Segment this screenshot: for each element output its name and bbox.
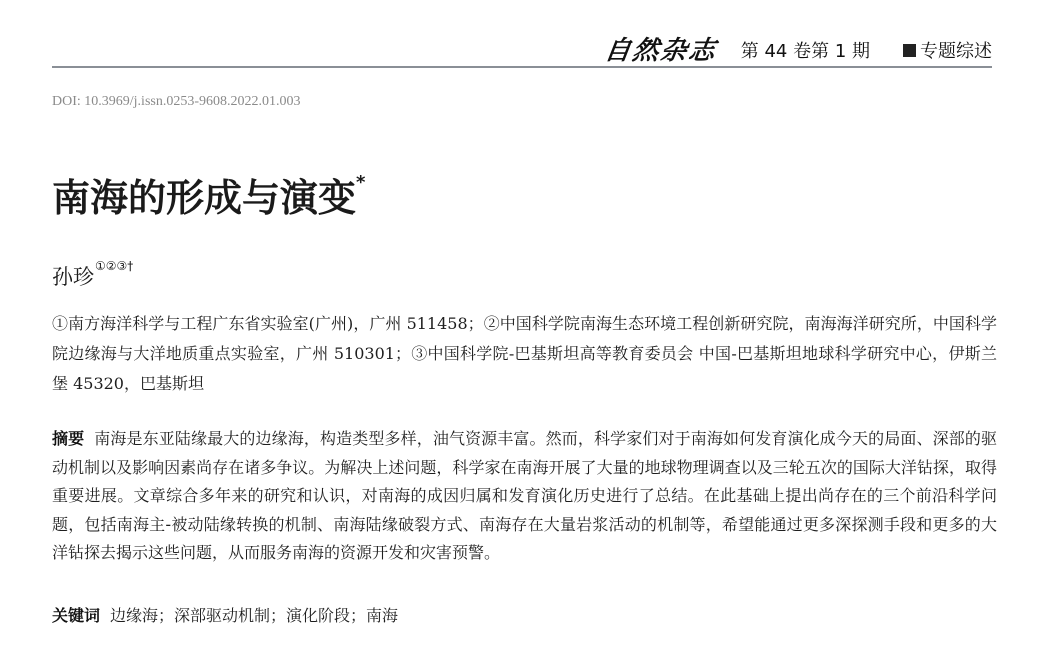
author-name[interactable]: 孙珍	[52, 265, 94, 289]
author-affiliation-marks: ①②③†	[95, 259, 134, 273]
section-tag	[903, 37, 992, 63]
abstract-label: 摘要	[52, 429, 85, 448]
doi[interactable]: DOI: 10.3969/j.issn.0253-9608.2022.01.003	[52, 94, 301, 109]
section-label: 专题综述	[920, 41, 992, 62]
journal-logo: 自然杂志	[602, 36, 719, 66]
article-title	[52, 172, 366, 222]
square-bullet-icon	[903, 44, 916, 57]
issue-number: 第 44 卷第 1 期	[740, 41, 870, 62]
keywords-text: 边缘海；深部驱动机制；演化阶段；南海	[110, 606, 399, 625]
keywords-label: 关键词	[52, 606, 101, 625]
article-title-text: 南海的形成与演变	[52, 176, 357, 220]
keywords	[52, 602, 997, 630]
title-footnote-mark: *	[356, 172, 366, 193]
journal-header	[52, 28, 992, 66]
abstract-text: 南海是东亚陆缘最大的边缘海，构造类型多样，油气资源丰富。然而，科学家们对于南海如何发育演化成今天的局面、深部的驱动机制以及影响因素尚存在诸多争议。为解决上述问题，科学家在南海开展了大量的地球物理调查以及三轮五次的国际大洋钻探，取得重要进展。文章综合多年来的研究和认识，对南海的成因归属和发育演化历史进行了总结。在此基础上提出尚存在的三个前沿科学问题，包括南海主-被动陆缘转换的机制、南海陆缘破裂方式、南海存在大量岩浆活动的机制等，希望能通过更多深探测手段和更多的大洋钻探去揭示这些问题，从而服务南海的资源开发和灾害预警。	[52, 429, 997, 562]
author	[52, 261, 133, 291]
abstract	[52, 425, 997, 568]
header-divider	[52, 66, 992, 68]
affiliations: ①南方海洋科学与工程广东省实验室(广州)，广州 511458；②中国科学院南海生态环境工程创新研究院，南海海洋研究所，中国科学院边缘海与大洋地质重点实验室，广州 510301；③中国科学院-巴基斯坦高等教育委员会 中国-巴基斯坦地球科学研究中心，伊斯兰堡 45320，巴基斯坦	[52, 314, 997, 393]
